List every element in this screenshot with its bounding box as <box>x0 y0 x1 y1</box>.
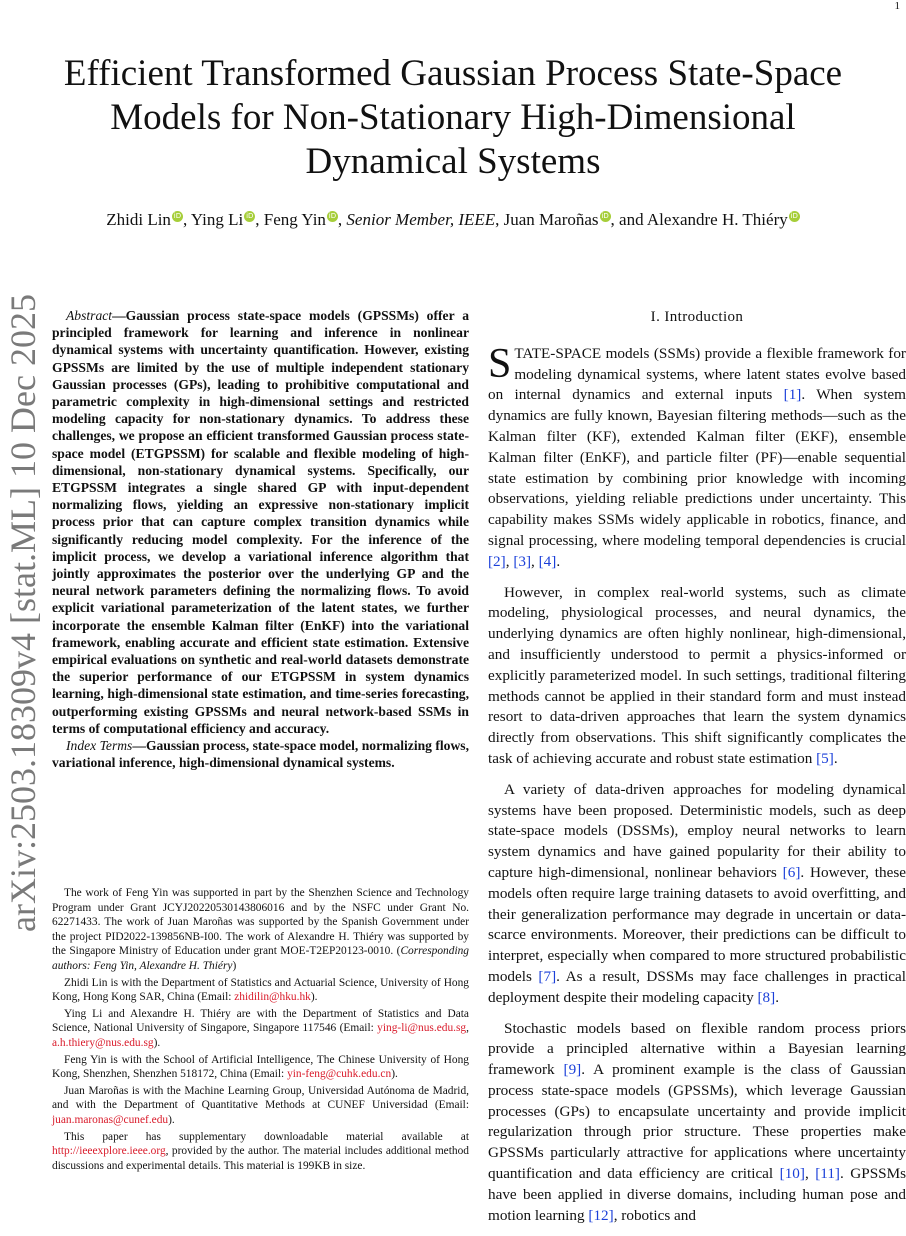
orcid-icon[interactable]: iD <box>246 212 254 221</box>
orcid-icon[interactable]: iD <box>601 212 609 221</box>
intro-paragraph: However, in complex real-world systems, such as climate modeling, physiological processes, and neural dynamics, the underlying dynamics are often highly nonlinear, high-dimensional, and insufficiently understood to permit a physics-informed or explicitly parameterized model. In such settings, traditional filtering methods cannot be applied in their standard form and must instead resort to data-driven approaches that learn the system dynamics directly from observations. This shift significantly complicates the task of achieving accurate and robust state estimation [5]. <box>488 583 906 767</box>
email-link[interactable]: yin-feng@cuhk.edu.cn <box>287 1068 392 1081</box>
footnote-affiliation: Feng Yin is with the School of Artificial Intelligence, The Chinese University of Hong Kong, Shenzhen, Shenzhen 518172, China (Email: yin-feng@cuhk.edu.cn). <box>52 1053 469 1081</box>
right-column <box>488 307 906 1236</box>
citation-link[interactable]: [7] <box>538 967 557 985</box>
footnote-supplementary: This paper has supplementary downloadable material available at http://ieeexplore.ieee.org, provided by the author. The material includes additional method discussions and experimental details. This material is 199KB in size. <box>52 1130 469 1172</box>
arxiv-stamp: arXiv:2503.18309v4 [stat.ML] 10 Dec 2025 <box>3 294 43 932</box>
footnote-funding: The work of Feng Yin was supported in part by the Shenzhen Science and Technology Program under Grant JCYJ20220530143806016 and by the NSFC under Grant No. 62271433. The work of Juan Maroñas was supported by the Spanish Government under the project PID2022-139856NB-I00. The work of Alexandre H. Thiéry was supported by the Singapore Ministry of Education under grant MOE-T2EP20123-0010. (Corresponding authors: Feng Yin, Alexandre H. Thiéry) <box>52 887 469 972</box>
section-heading: I. Introduction <box>650 309 744 325</box>
footnote-affiliation: Juan Maroñas is with the Machine Learning Group, Universidad Autónoma de Madrid, and with the Department of Quantitative Methods at CUNEF Universidad (Email: juan.maronas@cunef.edu). <box>52 1084 469 1126</box>
citation-link[interactable]: [4] <box>538 552 557 570</box>
citation-link[interactable]: [2] <box>488 552 506 570</box>
page-number: 1 <box>894 0 900 12</box>
email-link[interactable]: zhidilin@hku.hk <box>234 991 311 1004</box>
index-terms-text: —Gaussian process, state-space model, normalizing flows, variational inference, high-dimensional dynamical systems. <box>52 738 469 771</box>
abstract-label: Abstract <box>66 308 113 323</box>
intro-paragraph: Stochastic models based on flexible random process priors provide a principled alternative within a Bayesian learning framework [9]. A prominent example is the class of Gaussian process state-space models (GPSSMs), which leverage Gaussian processes (GPs) to encapsulate uncertainty and provide implicit regularization through prior structure. These properties make GPSSMs particularly attractive for applications where uncertainty quantification and data efficiency are critical [10], [11]. GPSSMs have been applied in diverse domains, including human pose and motion learning [12], robotics and <box>488 1019 906 1224</box>
url-link[interactable]: http://ieeexplore.ieee.org <box>52 1145 166 1158</box>
citation-link[interactable]: [3] <box>513 552 532 570</box>
left-column <box>52 307 469 771</box>
citation-link[interactable]: [6] <box>782 863 801 881</box>
author-list: Zhidi Lin iD , Ying Li iD , Feng Yin iD , Senior Member, IEEE, Juan Maroñas iD , and Alexandre H. Thiéry iD <box>106 210 798 229</box>
orcid-icon[interactable]: iD <box>173 212 182 221</box>
title-line: Efficient Transformed Gaussian Process State-Space <box>63 53 843 94</box>
email-link[interactable]: juan.maronas@cunef.edu <box>52 1113 169 1126</box>
citation-link[interactable]: [8] <box>757 988 776 1006</box>
abstract <box>52 307 469 771</box>
author-role: Senior Member, IEEE <box>346 210 496 229</box>
intro-paragraph: STATE-SPACE models (SSMs) provide a flexible framework for modeling dynamical systems, where latent states evolve based on internal dynamics and external inputs [1]. When system dynamics are fully known, Bayesian filtering methods—such as the Kalman filter (KF), extended Kalman filter (EKF), ensemble Kalman filter (EnKF), and particle filter (PF)—enable sequential state estimation by combining prior knowledge with incoming observations, yielding reliable predictions under uncertainty. This capability makes SSMs widely applicable in robotics, finance, and signal processing, where modeling temporal dependencies is crucial [2], [3], [4]. <box>488 340 906 570</box>
footnote-affiliation: Zhidi Lin is with the Department of Statistics and Actuarial Science, University of Hong Kong, Hong Kong SAR, China (Email: zhidilin@hku.hk). <box>52 976 469 1004</box>
citation-link[interactable]: [9] <box>563 1061 582 1079</box>
footnotes <box>52 886 469 1175</box>
author-name: Alexandre H. Thiéry <box>646 210 788 229</box>
author-name: Juan Maroñas <box>503 210 599 229</box>
orcid-icon[interactable]: iD <box>790 212 798 221</box>
title-line: Dynamical Systems <box>305 141 601 182</box>
author-name: Ying Li <box>190 210 244 229</box>
citation-link[interactable]: [12] <box>588 1206 614 1224</box>
citation-link[interactable]: [5] <box>816 749 834 767</box>
email-link[interactable]: ying-li@nus.edu.sg <box>377 1022 467 1035</box>
orcid-icon[interactable]: iD <box>328 212 337 221</box>
paper-title <box>30 52 876 184</box>
index-terms <box>52 737 469 771</box>
citation-link[interactable]: [11] <box>815 1165 840 1183</box>
index-terms-label: Index Terms <box>66 738 133 754</box>
drop-cap: S <box>488 340 512 387</box>
intro-paragraph: A variety of data-driven approaches for modeling dynamical systems have been proposed. Deterministic models, such as deep state-space models (DSSMs), employ neural networks to learn system dynamics and have gained popularity for their ability to capture high-dimensional, nonlinear behaviors [6]. However, these models often require large training datasets to avoid overfitting, and their generalization performance may degrade in uncertain or data-scarce environments. Moreover, their predictions can be difficult to interpret, especially when compared to more structured probabilistic models [7]. As a result, DSSMs may face challenges in practical deployment despite their modeling capacity [8]. <box>488 780 906 1006</box>
abstract-text: —Gaussian process state-space models (GPSSMs) offer a principled framework for learning and inference in nonlinear dynamical systems with uncertainty quantification. However, existing GPSSMs are limited by the use of multiple independent stationary Gaussian processes (GPs), leading to prohibitive computational and parametric complexity in high-dimensional settings and restricted modeling capacity for non-stationary dynamics. To address these challenges, we propose an efficient transformed Gaussian process state-space model (ETGPSSM) for scalable and flexible modeling of high-dimensional, non-stationary dynamical systems. Specifically, our ETGPSSM integrates a single shared GP with input-dependent normalizing flows, yielding an expressive non-stationary implicit process prior that can capture complex transition dynamics while significantly reducing model complexity. For the inference of the implicit process, we develop a variational inference algorithm that jointly approximates the posterior over the underlying GP and the neural network parameters defining the normalizing flows. To avoid explicit variational parameterization of the latent states, we further incorporate the ensemble Kalman filter (EnKF) into the variational framework, enabling accurate and efficient state estimation. Extensive empirical evaluations on synthetic and real-world datasets demonstrate the superior performance of our ETGPSSM in system dynamics learning, high-dimensional state estimation, and time-series forecasting, outperforming existing GPSSMs and neural network-based SSMs in terms of computational efficiency and accuracy. <box>52 308 469 736</box>
author-name: Feng Yin <box>263 210 326 229</box>
footnote-affiliation: Ying Li and Alexandre H. Thiéry are with the Department of Statistics and Data Science, National University of Singapore, Singapore 117546 (Email: ying-li@nus.edu.sg, a.h.thiery@nus.edu.sg). <box>52 1007 469 1049</box>
email-link[interactable]: a.h.thiery@nus.edu.sg <box>52 1036 154 1049</box>
citation-link[interactable]: [1] <box>783 386 802 404</box>
title-line: Models for Non-Stationary High-Dimensional <box>110 97 796 138</box>
citation-link[interactable]: [10] <box>779 1165 805 1183</box>
author-name: Zhidi Lin <box>106 210 171 229</box>
